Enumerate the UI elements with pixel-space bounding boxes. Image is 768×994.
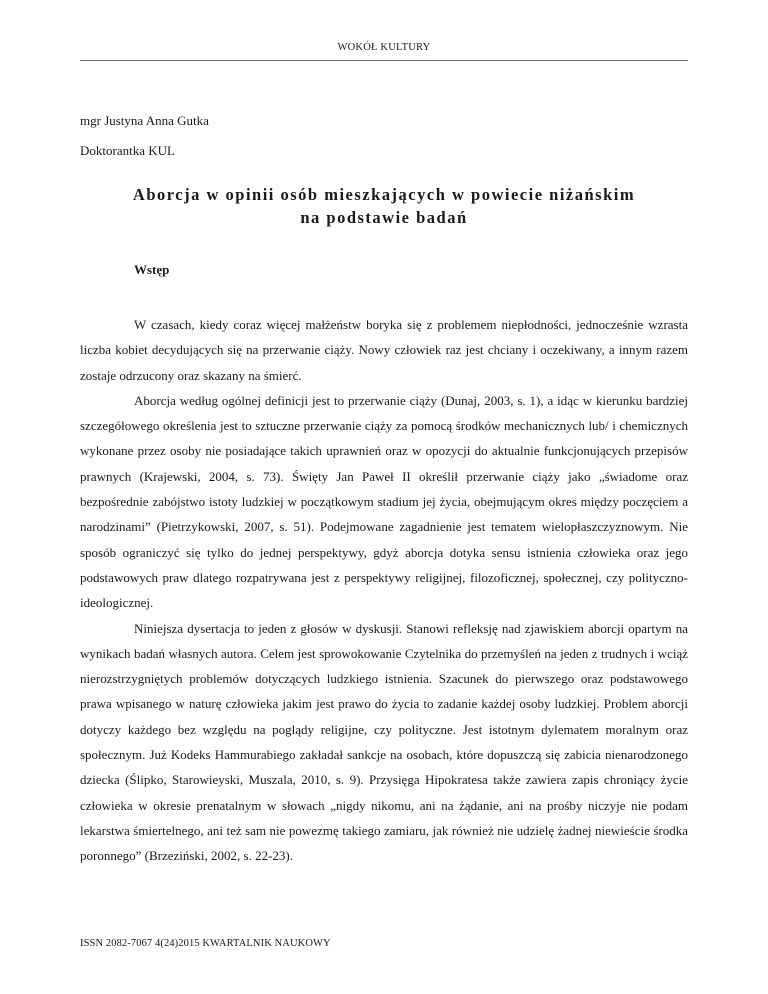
paragraph: W czasach, kiedy coraz więcej małżeństw boryka się z problemem niepłodności, jednocześnie wzrasta liczba kobiet decydujących się na przerwanie ciąży. Nowy człowiek raz jest chciany i oczekiwany, a innym razem zostaje odrzucony oraz skazany na śmierć.	[80, 317, 688, 383]
article-title-line-2: na podstawie badań	[300, 208, 468, 227]
article-title-line-1: Aborcja w opinii osób mieszkających w powiecie niżańskim	[132, 185, 636, 204]
paragraph: Niniejsza dysertacja to jeden z głosów w dyskusji. Stanowi refleksję nad zjawiskiem aborcji opartym na wynikach badań własnych autora. Celem jest sprowokowanie Czytelnika do przemyśleń na jeden z trudnych i wciąż nierozstrzygniętych problemów dotyczących ludzkiego istnienia. Szacunek do pierwszego oraz podstawowego prawa wpisanego w naturę człowieka jakim jest prawo do życia to zadanie każdej osoby ludzkiej. Problem aborcji dotyczy każdego bez względu na poglądy religijne, czy polityczne. Jest istotnym dylematem moralnym oraz społecznym. Już Kodeks Hammurabiego zakładał sankcje na osobach, które dopuszczą się zabicia nienarodzonego dziecka (Ślipko, Starowieyski, Muszala, 2010, s. 9). Przysięga Hipokratesa także zawiera zapis chroniący życie człowieka w okresie prenatalnym w słowach „nigdy nikomu, ani na żądanie, ani na prośby niczyje nie podam lekarstwa śmiertelnego, ani też sam nie powezmę takiego zamiaru, jak również nie udzielę żadnej niewieście środka poronnego” (Brzeziński, 2002, s. 22-23).	[80, 620, 688, 864]
section-heading: Wstęp	[134, 262, 170, 277]
article-title	[80, 183, 688, 229]
author-name: mgr Justyna Anna Gutka	[80, 113, 209, 128]
running-header: WOKÓŁ KULTURY	[337, 42, 431, 53]
author-affiliation: Doktorantka KUL	[80, 143, 175, 158]
article-body	[80, 312, 688, 869]
paragraph: Aborcja według ogólnej definicji jest to przerwanie ciąży (Dunaj, 2003, s. 1), a idąc w kierunku bardziej szczegółowego określenia jest to sztuczne przerwanie ciąży za pomocą środków mechanicznych lub/ i chemicznych wykonane przez osoby nie posiadające takich uprawnień oraz w opozycji do aktualnie funkcjonujących przepisów prawnych (Krajewski, 2004, s. 73). Święty Jan Paweł II określił przerwanie ciąży jako „świadome oraz bezpośrednie zabójstwo istoty ludzkiej w początkowym stadium jej życia, obejmującym okres między poczęciem a narodzinami” (Pietrzykowski, 2007, s. 51). Podejmowane zagadnienie jest tematem wielopłaszczyznowym. Nie sposób ograniczyć się tylko do jednej perspektywy, gdyż aborcja dotyka sensu istnienia człowieka oraz jego podstawowych praw dlatego rozpatrywana jest z perspektywy religijnej, filozoficznej, społecznej, czy polityczno-ideologicznej.	[80, 392, 688, 611]
header-rule	[80, 60, 688, 61]
page-footer: ISSN 2082-7067 4(24)2015 KWARTALNIK NAUKOWY	[80, 938, 331, 949]
